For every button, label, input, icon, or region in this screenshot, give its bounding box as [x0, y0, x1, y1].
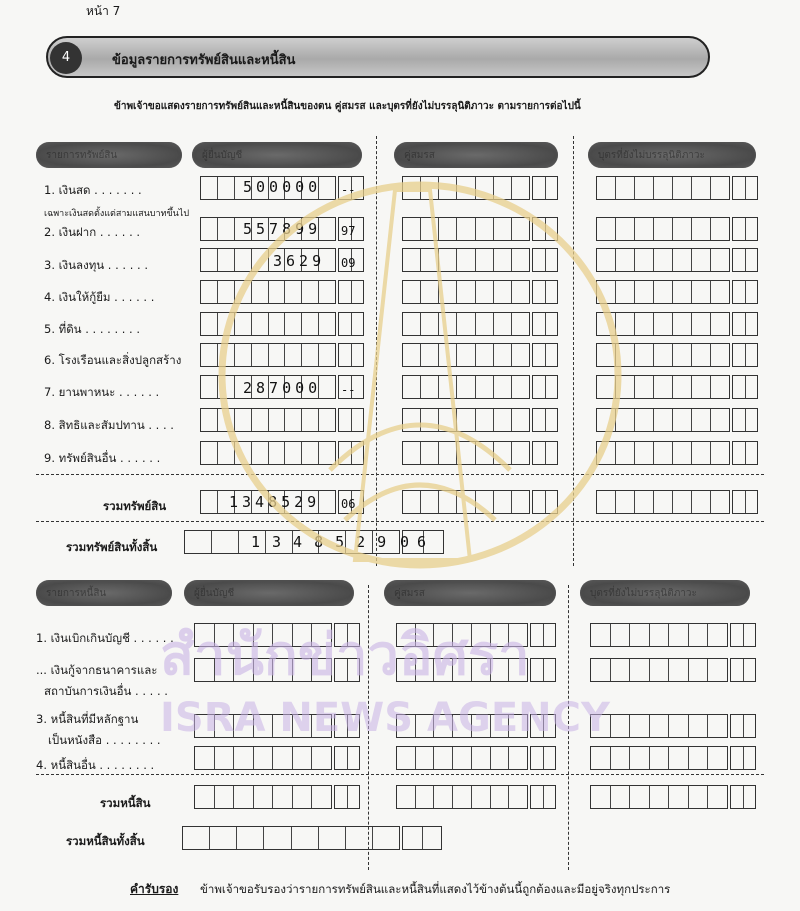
section-number: 4	[50, 42, 82, 74]
asset-row-4-declarant-satang[interactable]	[338, 280, 364, 304]
liabilities-total-declarant-satang[interactable]	[334, 785, 360, 809]
section-intro: ข้าพเจ้าขอแสดงรายการทรัพย์สินและหนี้สินของตน คู่สมรส และบุตรที่ยังไม่บรรลุนิติภาวะ ตามรายการต่อไปนี้	[114, 101, 581, 112]
asset-row-5-children-satang[interactable]	[732, 312, 758, 336]
asset-row-9-spouse-baht[interactable]	[402, 441, 530, 465]
asset-row-8-declarant-baht[interactable]	[200, 408, 336, 432]
asset-row-8-children-baht[interactable]	[596, 408, 730, 432]
liabilities-total-label: รวมหนี้สิน	[100, 796, 151, 810]
assets-total-amount: 1348529	[229, 493, 321, 511]
row-divider	[36, 474, 764, 475]
liabilities-total-spouse-satang[interactable]	[530, 785, 556, 809]
assets-total-spouse-baht[interactable]	[402, 490, 530, 514]
liabilities-total-children-satang[interactable]	[730, 785, 756, 809]
liability-row-2-spouse-baht[interactable]	[396, 658, 528, 682]
assets-header-declarant: ผู้ยื่นบัญชี	[192, 142, 362, 168]
column-divider	[573, 136, 574, 566]
liability-row-3-declarant-satang[interactable]	[334, 714, 360, 738]
liability-row-1-declarant-baht[interactable]	[194, 623, 332, 647]
liabilities-grand-total-label: รวมหนี้สินทั้งสิ้น	[66, 834, 145, 848]
asset-label-vehicles: 7. ยานพาหนะ . . . . . .	[44, 385, 160, 399]
liability-row-4-declarant-satang[interactable]	[334, 746, 360, 770]
asset-row-6-children-baht[interactable]	[596, 343, 730, 367]
asset-row-3-children-baht[interactable]	[596, 248, 730, 272]
asset-row-4-children-baht[interactable]	[596, 280, 730, 304]
assets-grand-total-amount: 1348529	[251, 533, 399, 551]
liability-row-3-children-satang[interactable]	[730, 714, 756, 738]
liability-row-1-declarant-satang[interactable]	[334, 623, 360, 647]
asset-row-1-spouse-baht[interactable]	[402, 176, 530, 200]
assets-header-spouse: คู่สมรส	[394, 142, 558, 168]
investment-amount: 3629	[273, 252, 326, 270]
liability-label-documented-cont: เป็นหนังสือ . . . . . . . .	[48, 733, 161, 747]
deposit-amount: 557899	[243, 220, 322, 238]
assets-total-spouse-satang[interactable]	[532, 490, 558, 514]
liabilities-header-declarant: ผู้ยื่นบัญชี	[184, 580, 354, 606]
asset-row-2-children-satang[interactable]	[732, 217, 758, 241]
asset-row-6-declarant-satang[interactable]	[338, 343, 364, 367]
assets-header-children: บุตรที่ยังไม่บรรลุนิติภาวะ	[588, 142, 756, 168]
liability-label-other: 4. หนี้สินอื่น . . . . . . . .	[36, 758, 155, 772]
asset-row-8-children-satang[interactable]	[732, 408, 758, 432]
asset-row-7-spouse-baht[interactable]	[402, 375, 530, 399]
asset-label-deposit: 2. เงินฝาก . . . . . .	[44, 225, 141, 239]
liabilities-grand-total-baht[interactable]	[182, 826, 400, 850]
asset-row-6-declarant-baht[interactable]	[200, 343, 336, 367]
asset-row-7-children-baht[interactable]	[596, 375, 730, 399]
certification-text: ข้าพเจ้าขอรับรองว่ารายการทรัพย์สินและหนี้สินที่แสดงไว้ข้างต้นนี้ถูกต้องและมีอยู่จริงทุกประการ	[200, 882, 671, 896]
liability-row-3-spouse-satang[interactable]	[530, 714, 556, 738]
asset-row-8-spouse-baht[interactable]	[402, 408, 530, 432]
row-divider	[36, 521, 764, 522]
asset-row-9-children-satang[interactable]	[732, 441, 758, 465]
asset-row-7-children-satang[interactable]	[732, 375, 758, 399]
liability-label-bank-loans-cont: สถาบันการเงินอื่น . . . . .	[44, 684, 168, 698]
asset-label-land: 5. ที่ดิน . . . . . . . .	[44, 322, 141, 336]
asset-label-buildings: 6. โรงเรือนและสิ่งปลูกสร้าง	[44, 353, 182, 367]
asset-row-9-declarant-baht[interactable]	[200, 441, 336, 465]
asset-row-1-spouse-satang[interactable]	[532, 176, 558, 200]
liabilities-total-children-baht[interactable]	[590, 785, 728, 809]
asset-label-rights: 8. สิทธิและสัมปทาน . . . .	[44, 418, 174, 432]
liability-row-3-declarant-baht[interactable]	[194, 714, 332, 738]
liability-row-1-spouse-baht[interactable]	[396, 623, 528, 647]
asset-row-4-declarant-baht[interactable]	[200, 280, 336, 304]
liability-row-2-declarant-baht[interactable]	[194, 658, 332, 682]
section-title: ข้อมูลรายการทรัพย์สินและหนี้สิน	[112, 53, 296, 68]
assets-total-children-satang[interactable]	[732, 490, 758, 514]
asset-label-other: 9. ทรัพย์สินอื่น . . . . . .	[44, 451, 161, 465]
asset-row-8-declarant-satang[interactable]	[338, 408, 364, 432]
investment-satang: 09	[341, 256, 356, 270]
liability-row-2-children-baht[interactable]	[590, 658, 728, 682]
liabilities-header-item: รายการหนี้สิน	[36, 580, 172, 606]
liability-row-2-children-satang[interactable]	[730, 658, 756, 682]
asset-row-1-children-baht[interactable]	[596, 176, 730, 200]
liabilities-total-declarant-baht[interactable]	[194, 785, 332, 809]
asset-row-2-children-baht[interactable]	[596, 217, 730, 241]
asset-row-9-spouse-satang[interactable]	[532, 441, 558, 465]
liabilities-header-children: บุตรที่ยังไม่บรรลุนิติภาวะ	[580, 580, 750, 606]
liability-row-4-children-baht[interactable]	[590, 746, 728, 770]
column-divider	[376, 136, 377, 566]
watermark-thai: สำนักข่าวอิศรา	[160, 623, 530, 688]
assets-total-label: รวมทรัพย์สิน	[103, 499, 167, 513]
asset-row-8-spouse-satang[interactable]	[532, 408, 558, 432]
column-divider	[568, 585, 569, 870]
asset-row-4-children-satang[interactable]	[732, 280, 758, 304]
assets-header-item: รายการทรัพย์สิน	[36, 142, 182, 168]
assets-total-children-baht[interactable]	[596, 490, 730, 514]
assets-total-satang: 06	[341, 497, 356, 511]
asset-label-cash: 1. เงินสด . . . . . . .	[44, 183, 142, 197]
asset-label-loans-given: 4. เงินให้กู้ยืม . . . . . .	[44, 290, 155, 304]
asset-label-investment: 3. เงินลงทุน . . . . . .	[44, 258, 149, 272]
asset-row-4-spouse-satang[interactable]	[532, 280, 558, 304]
assets-grand-total-satang: 06	[400, 533, 435, 551]
liability-row-4-children-satang[interactable]	[730, 746, 756, 770]
vehicle-amount: 287000	[243, 379, 322, 397]
deposit-satang: 97	[341, 224, 356, 238]
assets-grand-total-label: รวมทรัพย์สินทั้งสิ้น	[66, 540, 158, 554]
liability-label-documented: 3. หนี้สินที่มีหลักฐาน	[36, 712, 139, 726]
certification-heading: คำรับรอง	[130, 882, 179, 896]
asset-row-6-spouse-baht[interactable]	[402, 343, 530, 367]
cash-note: เฉพาะเงินสดตั้งแต่สามแสนบาทขึ้นไป	[44, 209, 190, 219]
asset-row-5-declarant-satang[interactable]	[338, 312, 364, 336]
liability-row-4-spouse-satang[interactable]	[530, 746, 556, 770]
liabilities-header-spouse: คู่สมรส	[384, 580, 556, 606]
asset-row-1-children-satang[interactable]	[732, 176, 758, 200]
liability-row-3-children-baht[interactable]	[590, 714, 728, 738]
asset-row-4-spouse-baht[interactable]	[402, 280, 530, 304]
asset-row-5-spouse-satang[interactable]	[532, 312, 558, 336]
cash-amount: 500000	[243, 178, 322, 196]
liability-row-1-children-satang[interactable]	[730, 623, 756, 647]
asset-row-9-declarant-satang[interactable]	[338, 441, 364, 465]
asset-row-3-spouse-baht[interactable]	[402, 248, 530, 272]
liabilities-total-spouse-baht[interactable]	[396, 785, 528, 809]
liability-label-bank-loans: ... เงินกู้จากธนาคารและ	[36, 663, 158, 677]
asset-row-7-spouse-satang[interactable]	[532, 375, 558, 399]
cash-satang: --	[341, 183, 356, 197]
liability-label-overdraft: 1. เงินเบิกเกินบัญชี . . . . . .	[36, 631, 174, 645]
liability-row-3-spouse-baht[interactable]	[396, 714, 528, 738]
asset-row-6-children-satang[interactable]	[732, 343, 758, 367]
asset-row-5-children-baht[interactable]	[596, 312, 730, 336]
asset-row-3-spouse-satang[interactable]	[532, 248, 558, 272]
liability-row-1-spouse-satang[interactable]	[530, 623, 556, 647]
watermark-english: ISRA NEWS AGENCY	[160, 695, 610, 741]
asset-row-2-spouse-baht[interactable]	[402, 217, 530, 241]
asset-row-5-spouse-baht[interactable]	[402, 312, 530, 336]
asset-row-6-spouse-satang[interactable]	[532, 343, 558, 367]
asset-row-5-declarant-baht[interactable]	[200, 312, 336, 336]
liability-row-1-children-baht[interactable]	[590, 623, 728, 647]
liability-row-4-spouse-baht[interactable]	[396, 746, 528, 770]
vehicle-satang: --	[341, 383, 356, 397]
page-number: หน้า 7	[86, 4, 121, 18]
liability-row-2-declarant-satang[interactable]	[334, 658, 360, 682]
asset-row-2-spouse-satang[interactable]	[532, 217, 558, 241]
liability-row-2-spouse-satang[interactable]	[530, 658, 556, 682]
asset-row-9-children-baht[interactable]	[596, 441, 730, 465]
asset-row-3-children-satang[interactable]	[732, 248, 758, 272]
liabilities-grand-total-satang[interactable]	[402, 826, 442, 850]
liability-row-4-declarant-baht[interactable]	[194, 746, 332, 770]
